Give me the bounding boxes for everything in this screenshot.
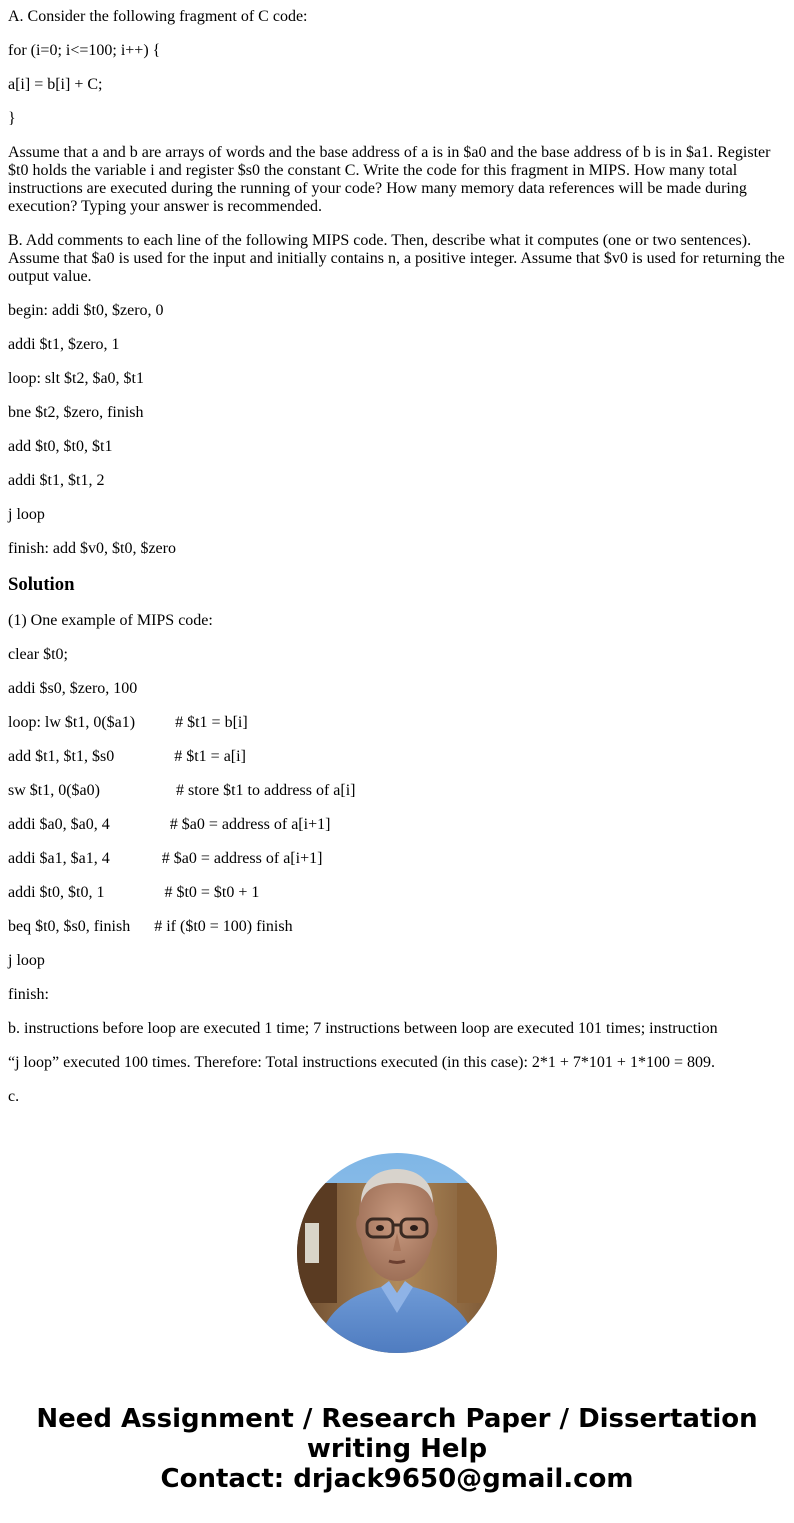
mips-code-line: add $t0, $t0, $t1 xyxy=(8,438,113,455)
solution-code-line: add $t1, $t1, $s0 # $t1 = a[i] xyxy=(8,748,246,765)
banner-line: writing Help xyxy=(306,1434,488,1464)
part-b-text: B. Add comments to each line of the following MIPS code. Then, describe what it computes (one or two sentences). Assume that $a0 is used for the input and initially contains n, a positive integer. Assume that $v0 is used for returning the output value. xyxy=(8,232,785,285)
solution-code-line: clear $t0; xyxy=(8,646,68,663)
solution-note-c: c. xyxy=(8,1088,20,1105)
c-code-line: a[i] = b[i] + C; xyxy=(8,76,103,93)
c-code-line: } xyxy=(8,110,16,127)
mips-code-line: begin: addi $t0, $zero, 0 xyxy=(8,302,164,319)
solution-code-line: addi $a1, $a1, 4 # $a0 = address of a[i+1] xyxy=(8,850,323,867)
mips-code-line: bne $t2, $zero, finish xyxy=(8,404,144,421)
mips-code-line: loop: slt $t2, $a0, $t1 xyxy=(8,370,144,387)
banner-contact: Contact: drjack9650@gmail.com xyxy=(160,1464,634,1494)
c-code-line: for (i=0; i<=100; i++) { xyxy=(8,42,161,59)
solution-code-line: finish: xyxy=(8,986,49,1003)
mips-code-line: j loop xyxy=(8,506,45,523)
solution-code-line: addi $a0, $a0, 4 # $a0 = address of a[i+1] xyxy=(8,816,331,833)
part-a-text: Assume that a and b are arrays of words and the base address of a is in $a0 and the base address of b is in $a1. Register $t0 holds the variable i and register $s0 the constant C. Write the code for this fragment in MIPS. How many total instructions are executed during the running of your code? How many memory data references will be made during execution? Typing your answer is recommended. xyxy=(8,144,771,215)
solution-code-line: sw $t1, 0($a0) # store $t1 to address of a[i] xyxy=(8,782,356,799)
contact-banner xyxy=(0,1404,794,1494)
solution-intro: (1) One example of MIPS code: xyxy=(8,612,213,629)
solution-code-line: addi $s0, $zero, 100 xyxy=(8,680,138,697)
mips-code-line: addi $t1, $t1, 2 xyxy=(8,472,105,489)
solution-heading: Solution xyxy=(8,574,75,595)
part-a-intro: A. Consider the following fragment of C code: xyxy=(8,8,308,25)
solution-note-b: b. instructions before loop are executed 1 time; 7 instructions between loop are executed 101 times; instruction xyxy=(8,1020,718,1037)
avatar xyxy=(297,1153,497,1353)
portrait-image xyxy=(297,1153,497,1353)
banner-line: Need Assignment / Research Paper / Dissertation xyxy=(36,1404,758,1434)
document-body xyxy=(8,8,786,1122)
solution-code-line: beq $t0, $s0, finish # if ($t0 = 100) finish xyxy=(8,918,293,935)
solution-note-b: “j loop” executed 100 times. Therefore: Total instructions executed (in this case): 2*1 + 7*101 + 1*100 = 809. xyxy=(8,1054,715,1071)
solution-code-line: loop: lw $t1, 0($a1) # $t1 = b[i] xyxy=(8,714,248,731)
mips-code-line: addi $t1, $zero, 1 xyxy=(8,336,120,353)
solution-code-line: j loop xyxy=(8,952,45,969)
mips-code-line: finish: add $v0, $t0, $zero xyxy=(8,540,176,557)
solution-code-line: addi $t0, $t0, 1 # $t0 = $t0 + 1 xyxy=(8,884,260,901)
